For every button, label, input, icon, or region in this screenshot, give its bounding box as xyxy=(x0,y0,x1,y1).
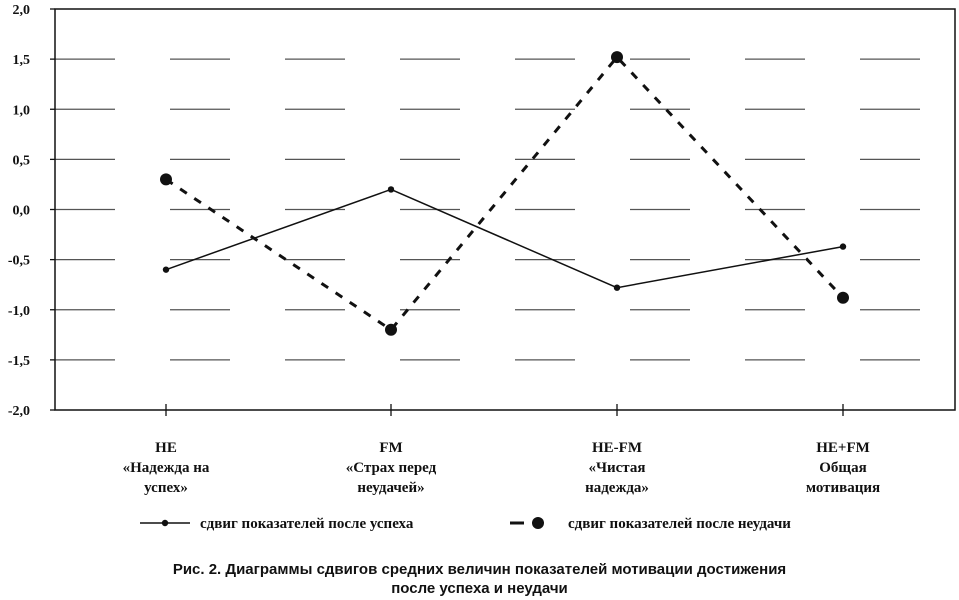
category-label-line: HE+FM xyxy=(816,440,870,456)
point-failure xyxy=(160,173,172,185)
y-tick-label: -2,0 xyxy=(7,404,30,419)
y-tick-label: -0,5 xyxy=(7,253,30,269)
legend-marker-failure xyxy=(532,517,544,529)
series-line-success xyxy=(166,189,843,287)
y-tick-label: 1,0 xyxy=(12,103,30,119)
series xyxy=(160,51,849,336)
series-line-failure xyxy=(166,57,843,330)
y-tick-label: 0,0 xyxy=(12,203,30,219)
category-label xyxy=(585,440,649,496)
point-failure xyxy=(837,292,849,304)
y-tick-label: 1,5 xyxy=(12,53,30,69)
y-tick-label: -1,0 xyxy=(7,303,30,319)
legend-label-failure: сдвиг показателей после неудачи xyxy=(568,516,791,532)
category-label-line: успех» xyxy=(144,480,188,496)
category-label-line: «Страх перед xyxy=(345,460,437,476)
category-label-line: HE xyxy=(155,440,177,456)
point-success xyxy=(163,266,169,272)
category-label-line: «Чистая xyxy=(588,460,646,476)
point-failure xyxy=(385,324,397,336)
category-label xyxy=(123,440,210,496)
category-labels xyxy=(123,440,881,496)
category-label xyxy=(806,440,880,496)
point-success xyxy=(614,284,620,290)
caption-line-2: после успеха и неудачи xyxy=(391,580,568,597)
caption-line-1: Рис. 2. Диаграммы сдвигов средних величин показателей мотивации достижения xyxy=(172,561,787,578)
point-success xyxy=(840,243,846,249)
category-label-line: надежда» xyxy=(585,480,649,496)
category-label-line: FM xyxy=(379,440,403,456)
category-label-line: HE-FM xyxy=(592,440,642,456)
y-tick-label: -1,5 xyxy=(7,353,30,369)
category-label xyxy=(346,440,437,496)
category-label-line: «Надежда на xyxy=(122,460,210,476)
y-tick-labels xyxy=(8,3,30,419)
point-failure xyxy=(611,51,623,63)
legend-marker-success xyxy=(162,520,168,526)
legend-label-success: сдвиг показателей после успеха xyxy=(200,516,414,532)
category-label-line: Общая xyxy=(819,460,867,476)
figure-caption xyxy=(0,560,959,598)
legend xyxy=(140,516,791,532)
point-success xyxy=(388,186,394,192)
category-label-line: мотивация xyxy=(805,480,881,496)
category-label-line: неудачей» xyxy=(357,480,425,496)
y-tick-label: 0,5 xyxy=(12,153,30,169)
y-tick-label: 2,0 xyxy=(12,3,30,18)
gridlines xyxy=(55,59,955,360)
